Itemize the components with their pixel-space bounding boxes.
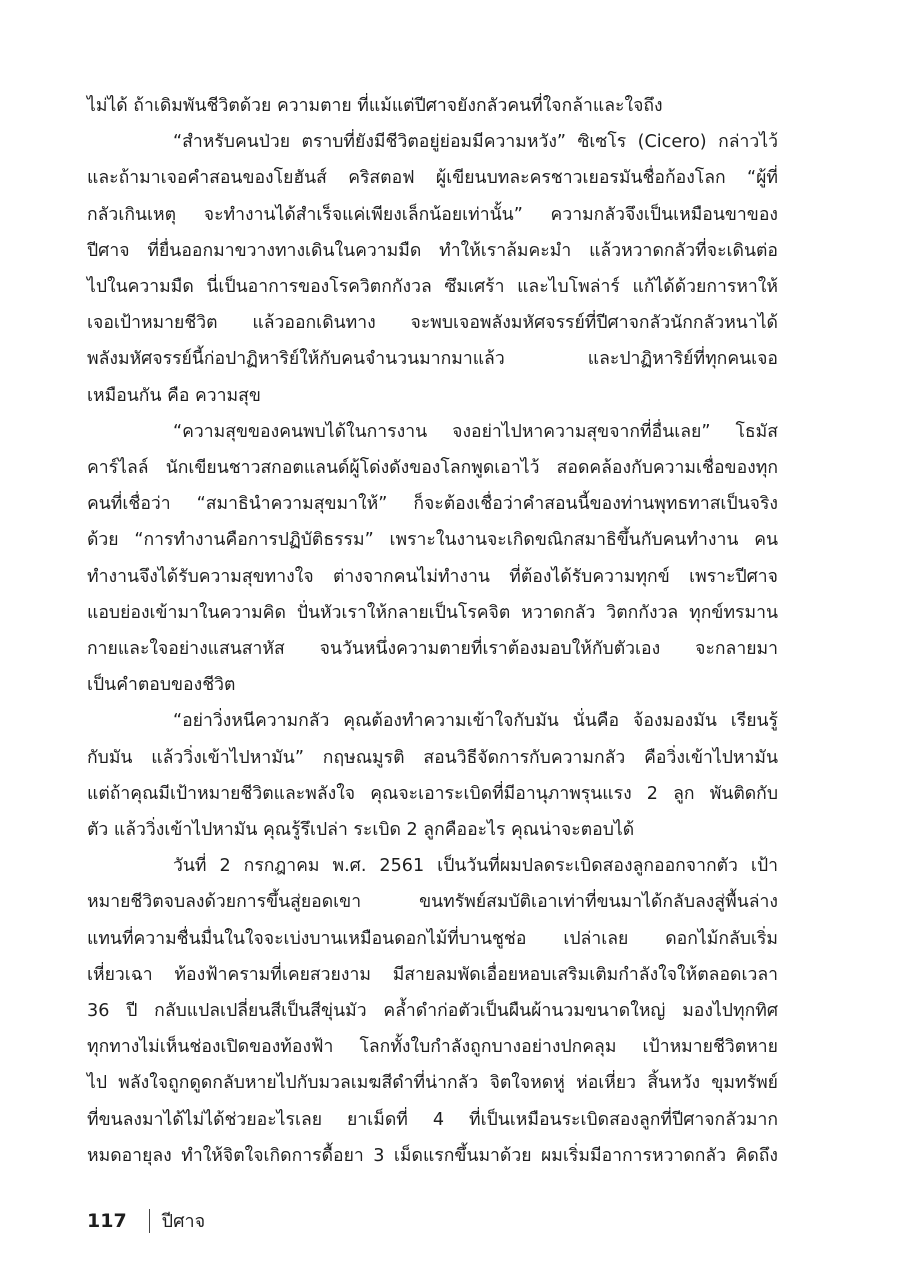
text-line: และถ้ามาเจอคำสอนของโยฮันส์ คริสตอฟ ผู้เขียนบทละครชาวเยอรมันชื่อก้องโลก “ผู้ที่ — [87, 168, 778, 189]
text-line: เหมือนกัน คือ ความสุข — [87, 385, 261, 406]
text-line: กับมัน แล้ววิ่งเข้าไปหามัน” กฤษณมูรติ สอนวิธีจัดการกับความกลัว คือวิ่งเข้าไปหามัน — [87, 747, 778, 768]
text-line: ตัว แล้ววิ่งเข้าไปหามัน คุณรู้รึเปล่า ระเบิด 2 ลูกคืออะไร คุณน่าจะตอบได้ — [87, 820, 635, 841]
page-number: 117 — [87, 1209, 127, 1232]
text-line: คนที่เชื่อว่า “สมาธินำความสุขมาให้” ก็จะต้องเชื่อว่าคำสอนนี้ของท่านพุทธทาสเป็นจริง — [87, 494, 778, 515]
text-line: หมายชีวิตจบลงด้วยการขึ้นสู่ยอดเขา ขนทรัพย์สมบัติเอาเท่าที่ขนมาได้กลับลงสู่พื้นล่าง — [87, 892, 778, 913]
text-line: แต่ถ้าคุณมีเป้าหมายชีวิตและพลังใจ คุณจะเอาระเบิดที่มีอานุภาพรุนแรง 2 ลูก พันติดกับ — [87, 783, 778, 804]
text-line: กายและใจอย่างแสนสาหัส จนวันหนึ่งความตายที่เราต้องมอบให้กับตัวเอง จะกลายมา — [87, 639, 778, 660]
text-line: ทำงานจึงได้รับความสุขทางใจ ต่างจากคนไม่ทำงาน ที่ต้องได้รับความทุกข์ เพราะปีศาจ — [87, 566, 778, 587]
text-line: “ความสุขของคนพบได้ในการงาน จงอย่าไปหาความสุขจากที่อื่นเลย” โธมัส — [173, 421, 778, 442]
text-line: แทนที่ความชื่นมื่นในใจจะเบ่งบานเหมือนดอกไม้ที่บานชูช่อ เปล่าเลย ดอกไม้กลับเริ่ม — [87, 928, 778, 949]
text-line: วันที่ 2 กรกฎาคม พ.ศ. 2561 เป็นวันที่ผมปลดระเบิดสองลูกออกจากตัว เป้า — [173, 856, 778, 877]
text-line: เหี่ยวเฉา ท้องฟ้าครามที่เคยสวยงาม มีสายลมพัดเอื่อยหอบเสริมเติมกำลังใจให้ตลอดเวลา — [87, 964, 778, 985]
text-line: ที่ขนลงมาได้ไม่ได้ช่วยอะไรเลย ยาเม็ดที่ 4 ที่เป็นเหมือนระเบิดสองลูกที่ปีศาจกลัวมาก — [87, 1109, 778, 1130]
text-line: ด้วย “การทำงานคือการปฏิบัติธรรม” เพราะในงานจะเกิดขณิกสมาธิขึ้นกับคนทำงาน คน — [87, 530, 778, 551]
body-text — [87, 88, 778, 1174]
text-line: ทุกทางไม่เห็นช่องเปิดของท้องฟ้า โลกทั้งใบกำลังถูกบางอย่างปกคลุม เป้าหมายชีวิตหาย — [87, 1037, 778, 1058]
text-line: เป็นคำตอบของชีวิต — [87, 675, 236, 696]
text-line: หมดอายุลง ทำให้จิตใจเกิดการดื้อยา 3 เม็ดแรกขึ้นมาด้วย ผมเริ่มมีอาการหวาดกลัว คิดถึง — [87, 1145, 778, 1166]
text-line: 36 ปี กลับแปลเปลี่ยนสีเป็นสีขุ่นมัว คล้ำดำก่อตัวเป็นผืนผ้านวมขนาดใหญ่ มองไปทุกทิศ — [87, 1001, 778, 1022]
text-line: แอบย่องเข้ามาในความคิด ปั่นหัวเราให้กลายเป็นโรคจิต หวาดกลัว วิตกกังวล ทุกข์ทรมาน — [87, 602, 778, 623]
text-line: เจอเป้าหมายชีวิต แล้วออกเดินทาง จะพบเจอพลังมหัศจรรย์ที่ปีศาจกลัวนักกลัวหนาได้ — [87, 313, 778, 334]
text-line: ไม่ได้ ถ้าเดิมพันชีวิตด้วย ความตาย ที่แม้แต่ปีศาจยังกลัวคนที่ใจกล้าและใจถึง — [87, 96, 663, 116]
text-line: ไป พลังใจถูกดูดกลับหายไปกับมวลเมฆสีดำที่น่ากลัว จิตใจหดหู่ ห่อเหี่ยว สิ้นหวัง ขุมทรัพย์ — [87, 1073, 778, 1094]
text-line: ปีศาจ ที่ยื่นออกมาขวางทางเดินในความมืด ทำให้เราล้มคะมำ แล้วหวาดกลัวที่จะเดินต่อ — [87, 240, 778, 261]
book-title: ปีศาจ — [161, 1211, 206, 1232]
text-line: ไปในความมืด นี่เป็นอาการของโรควิตกกังวล ซึมเศร้า และไบโพล่าร์ แก้ได้ด้วยการหาให้ — [87, 277, 778, 298]
text-line: “อย่าวิ่งหนีความกลัว คุณต้องทำความเข้าใจกับมัน นั่นคือ จ้องมองมัน เรียนรู้ — [173, 711, 778, 732]
text-line: คาร์ไลล์ นักเขียนชาวสกอตแลนด์ผู้โด่งดังของโลกพูดเอาไว้ สอดคล้องกับความเชื่อของทุก — [87, 458, 778, 479]
text-line: พลังมหัศจรรย์นี้ก่อปาฏิหาริย์ให้กับคนจำนวนมากมาแล้ว และปาฏิหาริย์ที่ทุกคนเจอ — [87, 349, 778, 370]
page-footer — [87, 1206, 205, 1235]
text-line: “สำหรับคนป่วย ตราบที่ยังมีชีวิตอยู่ย่อมมีความหวัง” ซิเซโร (Cicero) กล่าวไว้ — [173, 132, 778, 153]
text-line: กลัวเกินเหตุ จะทำงานได้สำเร็จแค่เพียงเล็กน้อยเท่านั้น” ความกลัวจึงเป็นเหมือนขาของ — [87, 204, 778, 225]
footer-divider — [149, 1209, 150, 1233]
